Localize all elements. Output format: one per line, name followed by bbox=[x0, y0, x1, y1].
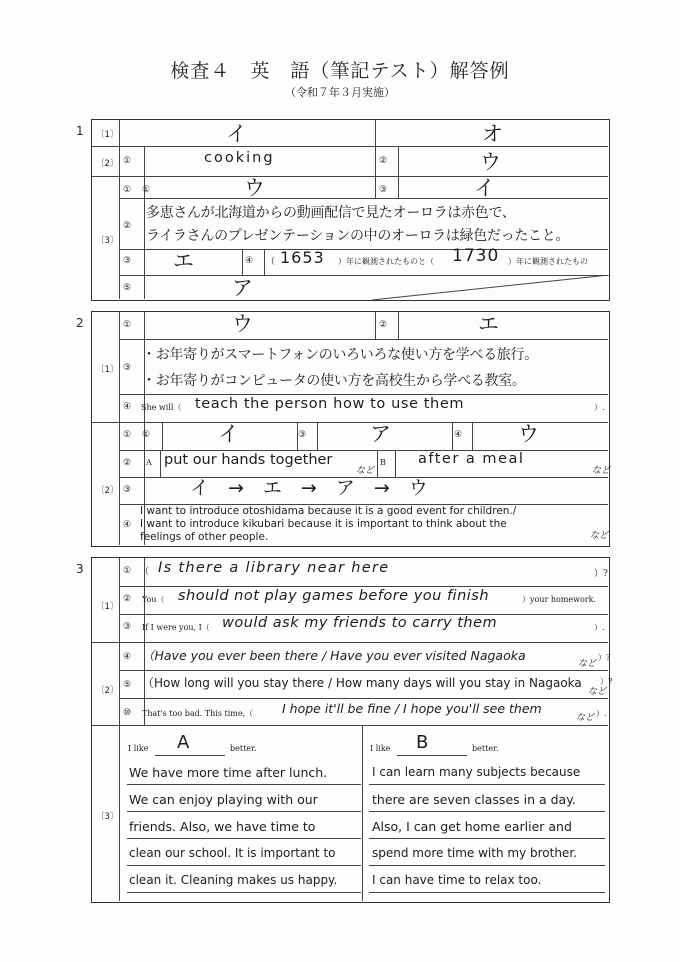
q1-part3-sub1a: ① bbox=[142, 185, 151, 195]
q3-part2-close10: ）. bbox=[596, 709, 607, 718]
q3-part3-b-line-5: I can have time to relax too. bbox=[372, 873, 542, 887]
q2-part1-answer1b: エ bbox=[478, 312, 499, 336]
q3-part3-b-line-2: there are seven classes in a day. bbox=[372, 792, 576, 807]
q3-part3-label: 〔3〕 bbox=[96, 812, 119, 822]
q3-part2-answer4: （Have you ever been there / Have you ever visited Nagaoka bbox=[142, 648, 526, 663]
q3-part3-b-suffix: better. bbox=[472, 744, 499, 753]
q3-part1-answer2: should not play games before you finish bbox=[178, 588, 490, 604]
q3-part2-answer10: I hope it'll be fine / I hope you'll see them bbox=[282, 701, 542, 716]
q2-part2-sub1c: ④ bbox=[454, 430, 463, 440]
q1-part3-answer2-line2: ライラさんのプレゼンテーションの中のオーロラは緑色だったこと。 bbox=[146, 228, 570, 244]
q1-part3-answer4a: 1653 bbox=[280, 248, 325, 267]
q2-part2-sub2: ② bbox=[123, 458, 132, 468]
q1-part1-label: 〔1〕 bbox=[96, 130, 119, 140]
q3-part3-a-line-4: clean our school. It is important to bbox=[129, 846, 336, 860]
q1-part3-text4a: ）年に観測されたものと（ bbox=[338, 257, 434, 266]
q1-part3-sub2: ② bbox=[123, 221, 132, 231]
q2-part2-sub1: ① bbox=[123, 430, 132, 440]
q2-part2-answer1c: ウ bbox=[518, 422, 539, 446]
q2-part1-label: 〔1〕 bbox=[96, 365, 119, 375]
q3-part1-sub1: ① bbox=[123, 566, 132, 576]
q1-part3-answer2-line1: 多恵さんが北海道からの動画配信で見たオーロラは赤色で、 bbox=[146, 205, 516, 221]
q3-part1-suffix3: ）. bbox=[594, 623, 605, 632]
q2-part2-answer1a: イ bbox=[218, 422, 239, 446]
q2-part1-sub1: ① bbox=[123, 320, 132, 330]
q2-part1-sub2: ② bbox=[379, 320, 388, 330]
question-3-number: 3 bbox=[76, 562, 84, 576]
q3-part2-label: 〔2〕 bbox=[96, 686, 119, 696]
q3-part1-answer3: would ask my friends to carry them bbox=[222, 615, 498, 631]
q2-part2-answer4-line2: I want to introduce kikubari because it is important to think about the bbox=[140, 518, 507, 530]
q1-part3-label: 〔3〕 bbox=[96, 236, 119, 246]
q3-part3-b-prefix: I like bbox=[370, 744, 391, 753]
q2-part1-answer3-line2: ・お年寄りがコンピュータの使い方を高校生から学べる教室。 bbox=[142, 373, 526, 389]
q3-part3-b-choice: B bbox=[416, 732, 429, 753]
q2-part1-suffix4: ）. bbox=[594, 403, 605, 412]
q3-part3-a-line-2: We can enjoy playing with our bbox=[129, 792, 318, 807]
q3-part3-a-suffix: better. bbox=[230, 744, 257, 753]
q1-part3-answer1a: ウ bbox=[244, 176, 265, 200]
q3-part1-sub2: ② bbox=[123, 594, 132, 604]
q3-part2-prefix10: That's too bad. This time,（ bbox=[142, 709, 254, 718]
q2-part1-answer3-line1: ・お年寄りがスマートフォンのいろいろな使い方を学べる旅行。 bbox=[142, 347, 538, 363]
q2-part2-label: 〔2〕 bbox=[96, 486, 119, 496]
q3-part3-b-line-1: I can learn many subjects because bbox=[372, 765, 581, 779]
q1-part1-answer-a: イ bbox=[226, 122, 247, 146]
q1-part2-sub2: ② bbox=[379, 156, 388, 166]
q2-part2-nado-a: など bbox=[356, 466, 375, 476]
q1-part3-answer4b: 1730 bbox=[452, 246, 500, 266]
q2-part2-answer4-line3: feelings of other people. bbox=[140, 531, 269, 543]
q2-part2-sub1b: ③ bbox=[298, 430, 307, 440]
diagonal-line bbox=[372, 275, 609, 300]
q3-part2-close5: ）? bbox=[600, 677, 613, 686]
q1-part3-answer5: ア bbox=[232, 276, 253, 300]
q3-part1-suffix2: ）your homework. bbox=[522, 595, 597, 604]
q2-part1-sub4: ④ bbox=[123, 402, 132, 412]
q1-part2-answer2: ウ bbox=[480, 150, 501, 174]
q2-part2-sub4: ④ bbox=[123, 520, 132, 530]
q1-part1-answer-b: オ bbox=[482, 122, 503, 146]
q2-part2-answer1b: ア bbox=[370, 422, 391, 446]
q2-part1-answer1a: ウ bbox=[232, 312, 253, 336]
q1-part2-answer1: cooking bbox=[204, 150, 275, 166]
question-2-number: 2 bbox=[76, 316, 84, 330]
q3-part1-sub3: ③ bbox=[123, 622, 132, 632]
q3-part2-sub5: ⑤ bbox=[123, 680, 132, 690]
q3-part3-a-choice: A bbox=[177, 732, 190, 753]
q2-part2-b-label: B bbox=[380, 458, 386, 467]
q3-part2-sub4: ④ bbox=[123, 652, 132, 662]
q1-part3-paren-open: （ bbox=[266, 257, 276, 267]
q1-part3-sub4: ④ bbox=[245, 256, 254, 266]
q2-part2-answer4-line1: I want to introduce otoshidama because it is a good event for children./ bbox=[140, 505, 517, 517]
q2-part2-answer2a: put our hands together bbox=[164, 452, 333, 468]
q2-part2-a-label: A bbox=[146, 458, 152, 467]
q3-part2-close4: ）? bbox=[598, 653, 611, 662]
q3-part1-prefix2: You（ bbox=[142, 595, 165, 604]
question-1-number: 1 bbox=[76, 124, 84, 138]
q2-part2-sub1a: ① bbox=[142, 430, 151, 440]
q3-part1-prefix3: If I were you, I（ bbox=[142, 623, 210, 632]
q2-part2-nado-b: など bbox=[592, 466, 611, 476]
q3-part2-nado-10: など bbox=[576, 713, 595, 723]
q1-part3-text4b: ）年に観測されたもの bbox=[508, 257, 588, 266]
q3-part3-b-line-3: Also, I can get home earlier and bbox=[372, 819, 572, 834]
q3-part2-answer5: （How long will you stay there / How many days will you stay in Nagaoka bbox=[142, 676, 582, 690]
q3-part2-sub10: ⑩ bbox=[123, 708, 132, 718]
q1-part2-label: 〔2〕 bbox=[96, 159, 119, 169]
q3-part1-close1: ）? bbox=[594, 569, 608, 579]
q3-part3-a-line-1: We have more time after lunch. bbox=[129, 765, 328, 780]
q3-part3-a-prefix: I like bbox=[128, 744, 149, 753]
q1-part3-sub1b: ③ bbox=[379, 185, 388, 195]
q1-part2-sub1: ① bbox=[123, 156, 132, 166]
q3-part2-nado-5: など bbox=[588, 687, 607, 697]
q2-part2-answer2b: after a meal bbox=[418, 451, 525, 467]
q3-part3-a-line-3: friends. Also, we have time to bbox=[129, 819, 316, 834]
q3-part2-nado-4: など bbox=[578, 659, 597, 669]
q2-part1-answer4: teach the person how to use them bbox=[195, 396, 465, 412]
q2-part2-sub3: ③ bbox=[123, 485, 132, 495]
q3-part3-b-line-4: spend more time with my brother. bbox=[372, 846, 577, 860]
q3-part1-label: 〔1〕 bbox=[96, 602, 119, 612]
q2-part2-answer3: イ → エ → ア → ウ bbox=[190, 477, 428, 499]
q2-part1-sub3: ③ bbox=[123, 363, 132, 373]
q1-part3-answer3: エ bbox=[173, 249, 194, 273]
q1-part3-sub5: ⑤ bbox=[123, 283, 132, 293]
q3-part1-answer1: Is there a library near here bbox=[158, 560, 390, 576]
q2-part1-prefix4: She will（ bbox=[141, 403, 182, 412]
page-title: 検査４ 英 語（筆記テスト）解答例 bbox=[170, 60, 510, 82]
q3-part3-a-line-5: clean it. Cleaning makes us happy. bbox=[129, 873, 338, 887]
q1-part3-answer1b: イ bbox=[474, 176, 495, 200]
q1-part3-sub3: ③ bbox=[123, 256, 132, 266]
q1-part3-sub1: ① bbox=[123, 185, 132, 195]
q3-part1-open1: （ bbox=[140, 567, 150, 577]
page-subtitle: （令和７年３月実施） bbox=[285, 86, 395, 99]
q2-part2-nado-4: など bbox=[590, 531, 609, 541]
